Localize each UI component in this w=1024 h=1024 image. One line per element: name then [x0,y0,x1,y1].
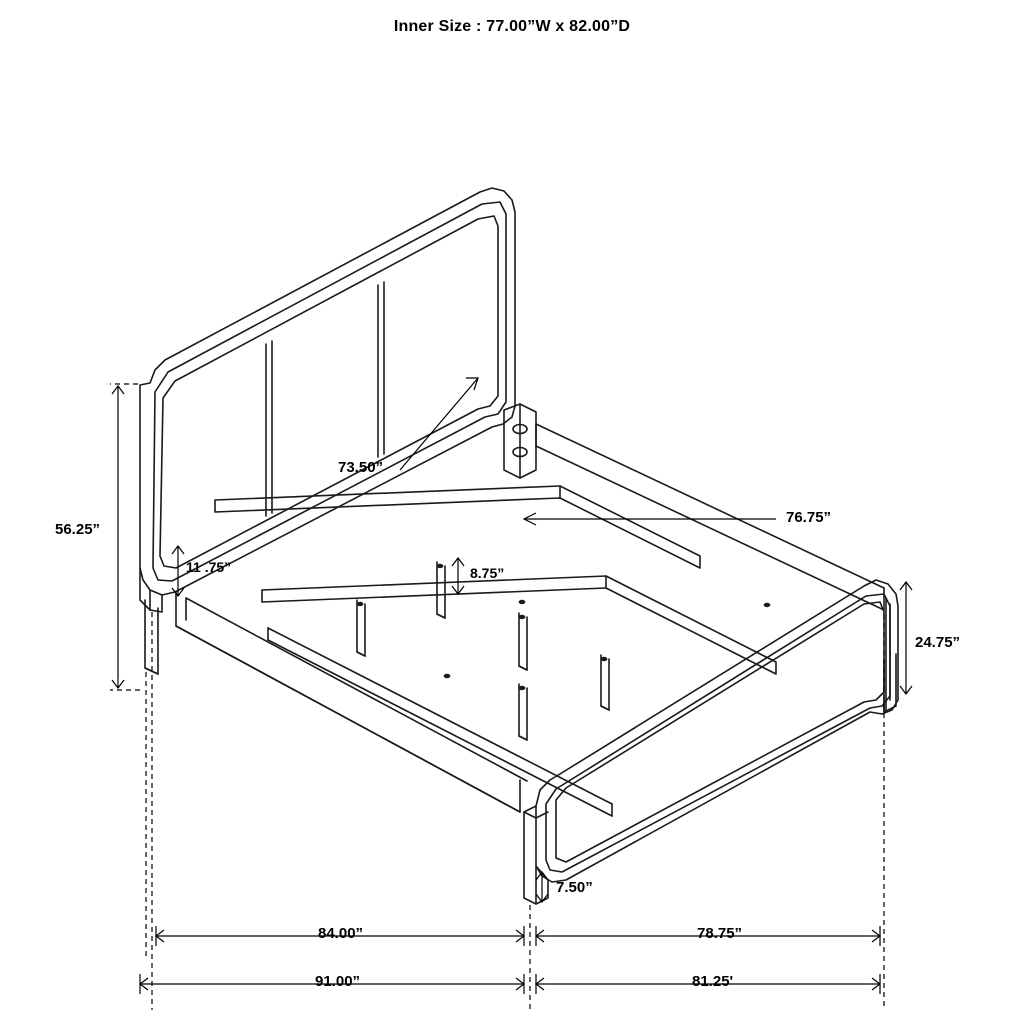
dimension-label-headboard-clearance: 11 .75” [186,559,232,575]
dimension-label-footboard-height: 24.75” [915,634,961,651]
dimension-label-overall-depth-lower: 91.00” [315,973,361,990]
dimension-label-headboard-panel-width: 73.50” [338,459,384,476]
dimension-label-headboard-height: 56.25” [55,521,101,538]
page-title: Inner Size : 77.00”W x 82.00”D [393,18,631,35]
dimension-label-side-rail-length: 76.75” [786,509,832,526]
dimension-label-footboard-clearance: 7.50” [556,879,593,896]
dimension-label-overall-width-lower: 81.25' [692,973,734,990]
dimension-label-slat-height: 8.75” [470,565,505,581]
dimension-label-overall-depth-upper: 84.00” [318,925,364,942]
dimension-label-overall-width-upper: 78.75” [697,925,743,942]
